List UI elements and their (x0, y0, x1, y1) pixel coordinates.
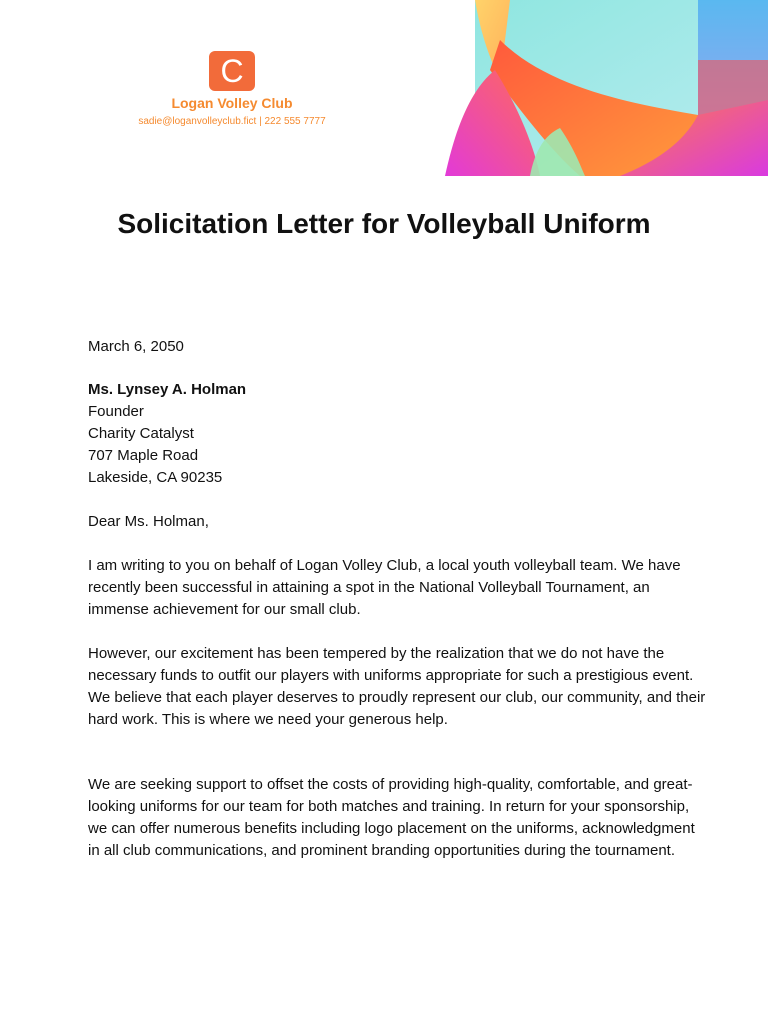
logo-letter: C (220, 53, 244, 89)
recipient-city: Lakeside, CA 90235 (88, 469, 223, 486)
paragraph-3: We are seeking support to offset the costs of providing high-quality, comfortable, and great-looking uniforms for our team for both matches and training. In return for your sponsorship, we can offer numerous benefits including logo placement on the uniforms, acknowledgment in all club communications, and prominent branding opportunities during the tournament. (88, 776, 695, 859)
recipient-name: Ms. Lynsey A. Holman (88, 381, 247, 398)
paragraph-2: However, our excitement has been tempered by the realization that we do not have the necessary funds to outfit our players with uniforms appropriate for such a prestigious event. We believe that each player deserves to proudly represent our club, our community, and their hard work. This is where we need your generous help. (88, 645, 706, 728)
club-logo (209, 51, 255, 91)
club-contact: sadie@loganvolleyclub.fict | 222 555 7777 (138, 116, 326, 127)
salutation: Dear Ms. Holman, (88, 513, 209, 530)
recipient-position: Founder (88, 403, 144, 420)
club-name: Logan Volley Club (171, 95, 293, 111)
decorative-gradient-graphic (440, 0, 768, 176)
paragraph-1: I am writing to you on behalf of Logan Volley Club, a local youth volleyball team. We have recently been successful in attaining a spot in the National Volleyball Tournament, an immense achievement for our small club. (88, 557, 681, 618)
letter-date: March 6, 2050 (88, 338, 184, 355)
letter-title: Solicitation Letter for Volleyball Uniform (117, 208, 651, 239)
recipient-street: 707 Maple Road (88, 447, 199, 464)
recipient-organization: Charity Catalyst (88, 425, 194, 442)
recipient-address (88, 379, 708, 489)
